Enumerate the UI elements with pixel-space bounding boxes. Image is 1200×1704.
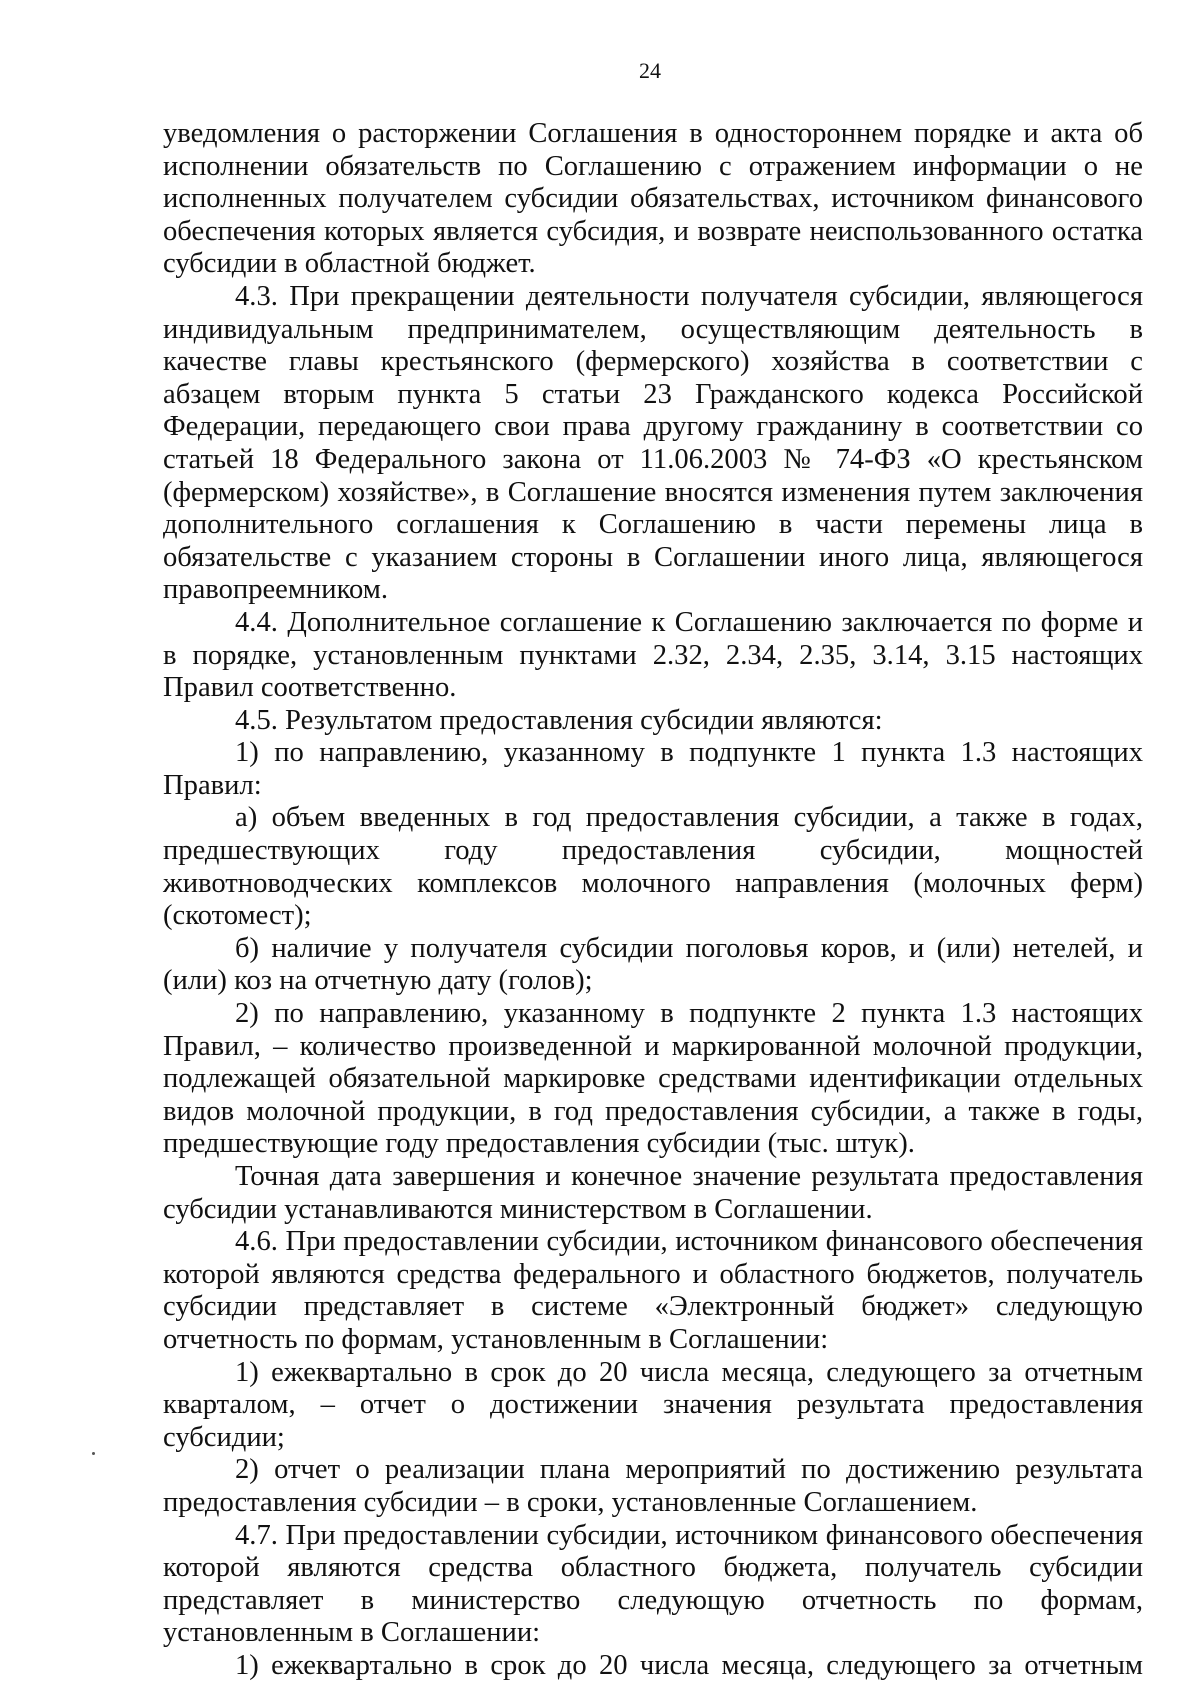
paragraph-4-3: 4.3. При прекращении деятельности получателя субсидии, являющегося индивидуальным предпринимателем, осуществляющим деятельность в качестве главы крестьянского (фермерского) хозяйства в соответствии с абзацем вторым пункта 5 статьи 23 Гражданского кодекса Российской Федерации, передающего свои права другому гражданину в соответствии со статьей 18 Федерального закона от 11.06.2003 № 74-ФЗ «О крестьянском (фермерском) хозяйстве», в Соглашение вносятся изменения путем заключения дополнительного соглашения к Соглашению в части перемены лица в обязательстве с указанием стороны в Соглашении иного лица, являющегося правопреемником.	[163, 280, 1143, 606]
paragraph-4-7: 4.7. При предоставлении субсидии, источником финансового обеспечения которой являются средства областного бюджета, получатель субсидии представляет в министерство следующую отчетность по формам, установленным в Соглашении:	[163, 1519, 1143, 1649]
paragraph-result-date: Точная дата завершения и конечное значение результата предоставления субсидии устанавливаются министерством в Соглашении.	[163, 1161, 1143, 1225]
paragraph-termination-notice: уведомления о расторжении Соглашения в одностороннем порядке и акта об исполнении обязательств по Соглашению с отражением информации о не исполненных получателем субсидии обязательствах, источником финансового обеспечения которых является субсидия, и возврате неиспользованного остатка субсидии в областной бюджет.	[163, 118, 1143, 280]
paragraph-4-5: 4.5. Результатом предоставления субсидии являются:	[235, 704, 883, 736]
paragraph-4-6: 4.6. При предоставлении субсидии, источником финансового обеспечения которой являются средства федерального и областного бюджетов, получатель субсидии представляет в системе «Электронный бюджет» следующую отчетность по формам, установленным в Соглашении:	[163, 1226, 1143, 1355]
document-body	[163, 118, 1143, 1683]
paragraph-4-5-item-2: 2) по направлению, указанному в подпункте 2 пункта 1.3 настоящих Правил, – количество произведенной и маркированной молочной продукции, подлежащей обязательной маркировке средствами идентификации отдельных видов молочной продукции, в год предоставления субсидии, а также в годы, предшествующие году предоставления субсидии (тыс. штук).	[163, 998, 1143, 1160]
paragraph-4-5-item-1-b: б) наличие у получателя субсидии поголовья коров, и (или) нетелей, и (или) коз на отчетную дату (голов);	[163, 932, 1143, 997]
page-number: 24	[639, 58, 661, 83]
paragraph-4-6-item-2: 2) отчет о реализации плана мероприятий по достижению результата предоставления субсидии – в сроки, установленные Соглашением.	[163, 1454, 1143, 1518]
paragraph-4-6-item-1: 1) ежеквартально в срок до 20 числа месяца, следующего за отчетным кварталом, – отчет о достижении значения результата предоставления субсидии;	[163, 1356, 1143, 1453]
paragraph-4-7-item-1: 1) ежеквартально в срок до 20 числа месяца, следующего за отчетным	[235, 1649, 1143, 1681]
paragraph-4-5-item-1-a: а) объем введенных в год предоставления субсидии, а также в годах, предшествующих году предоставления субсидии, мощностей животноводческих комплексов молочного направления (молочных ферм) (скотомест);	[163, 802, 1143, 932]
paragraph-4-5-item-1: 1) по направлению, указанному в подпункте 1 пункта 1.3 настоящих Правил:	[163, 737, 1143, 801]
scan-speck	[92, 1452, 95, 1455]
paragraph-4-4: 4.4. Дополнительное соглашение к Соглашению заключается по форме и в порядке, установленным пунктами 2.32, 2.34, 2.35, 3.14, 3.15 настоящих Правил соответственно.	[163, 606, 1143, 704]
